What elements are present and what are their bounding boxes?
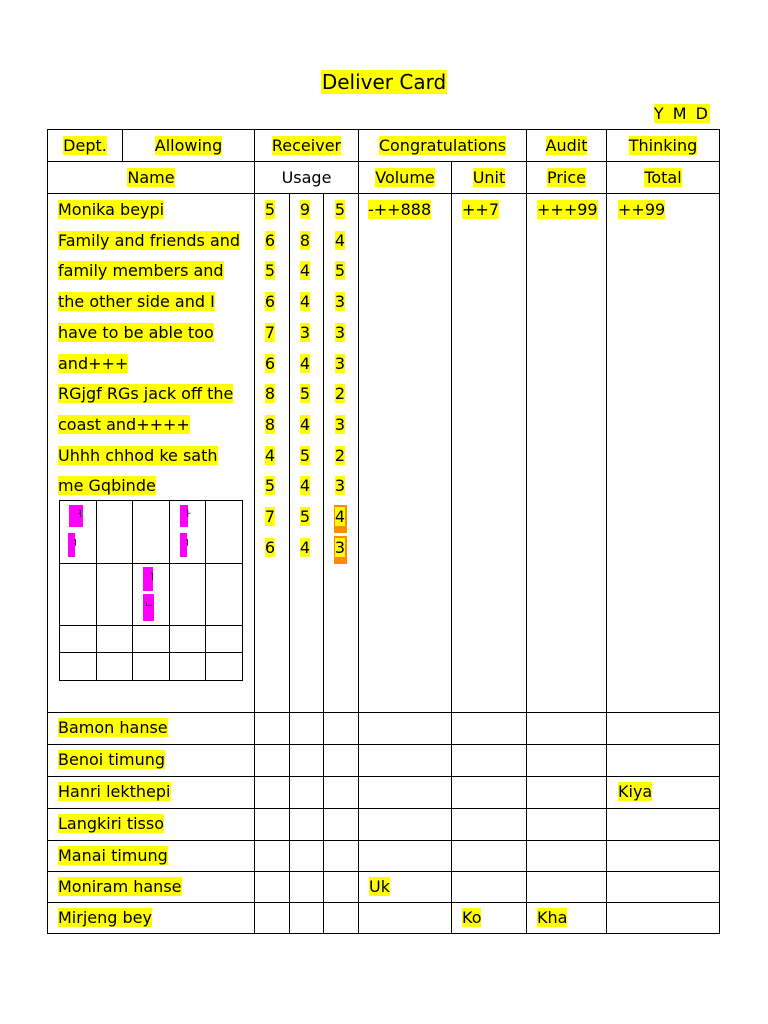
description-line: Family and friends and [58,230,241,250]
row-name: Benoi timung [58,750,166,769]
usage-value: 9 [299,200,311,219]
usage-value: 3 [334,476,346,496]
pink-mark: ᅵ [68,533,75,557]
pink-mark: ᅵ [180,533,187,557]
usage-value: 3 [334,353,346,373]
description-line: the other side and I [58,292,215,312]
pink-mark: ᅥ [69,505,83,527]
usage-value: 3 [334,537,346,557]
usage-value: 5 [334,261,346,281]
first-row-total: ++99 [618,200,666,219]
header-dept: Dept. [63,136,107,155]
header-receiver: Receiver [271,136,342,155]
usage-value: 7 [264,507,276,526]
first-row-unit: ++7 [462,200,499,219]
first-row-price: +++99 [537,200,598,219]
description-line: RGjgf RGs jack off the [58,384,234,404]
description-line: coast and++++ [58,414,190,434]
header-volume: Volume [375,168,435,187]
description-line: me Gqbinde [58,476,156,496]
page-title: Deliver Card [321,70,447,94]
header-allowing: Allowing [154,136,223,155]
usage-value: 4 [299,414,311,434]
description-line: Uhhh chhod ke sath [58,445,218,465]
header-usage: Usage [281,168,332,187]
usage-value: 4 [299,261,311,281]
first-row-volume: -++888 [368,200,432,219]
usage-value: 4 [299,292,311,312]
row-name: Langkiri tisso [58,814,165,833]
usage-value: 2 [334,445,346,465]
usage-value: 5 [264,200,276,219]
usage-value: 5 [299,445,311,465]
description-line: family members and [58,261,224,281]
usage-value: 5 [299,507,311,526]
usage-value: 4 [264,445,276,465]
usage-value: 4 [334,230,346,250]
row-name: Moniram hanse [58,877,182,896]
row-volume: Uk [369,877,390,896]
row-unit: Ko [462,908,482,927]
row-name: Hanri lekthepi [58,782,171,801]
usage-value: 8 [264,414,276,434]
usage-value: 4 [299,476,311,496]
usage-value: 4 [334,507,346,526]
pink-mark: ᄂ [143,594,154,621]
usage-value: 8 [299,230,311,250]
usage-value: 4 [299,537,311,557]
usage-value: 5 [264,476,276,496]
header-name: Name [127,168,175,187]
usage-value: 5 [299,384,311,404]
usage-value: 3 [334,292,346,312]
header-price: Price [546,168,587,187]
description-line: have to be able too [58,322,214,342]
description-line: Monika beypi [58,200,165,219]
row-name: Mirjeng bey [58,908,152,927]
row-price: Kha [537,908,568,927]
header-thinking: Thinking [628,136,698,155]
usage-value: 6 [264,537,276,557]
row-name: Bamon hanse [58,718,168,737]
description-line: and+++ [58,353,129,373]
usage-value: 3 [334,322,346,342]
usage-value: 2 [334,384,346,404]
usage-value: 5 [334,200,346,219]
header-total: Total [644,168,682,187]
row-name: Manai timung [58,846,168,865]
date-label: Y M D [653,104,710,123]
row-total: Kiya [618,782,653,801]
usage-value: 6 [264,230,276,250]
usage-value: 5 [264,261,276,281]
usage-value: 7 [264,322,276,342]
pink-mark: ᅵ [143,567,153,591]
usage-value: 6 [264,292,276,312]
header-congratulations: Congratulations [378,136,507,155]
header-audit: Audit [545,136,588,155]
usage-value: 4 [299,353,311,373]
header-unit: Unit [472,168,506,187]
usage-value: 3 [334,414,346,434]
usage-value: 3 [299,322,311,342]
usage-value: 6 [264,353,276,373]
usage-value: 8 [264,384,276,404]
pink-mark: ᅡ [180,505,188,527]
